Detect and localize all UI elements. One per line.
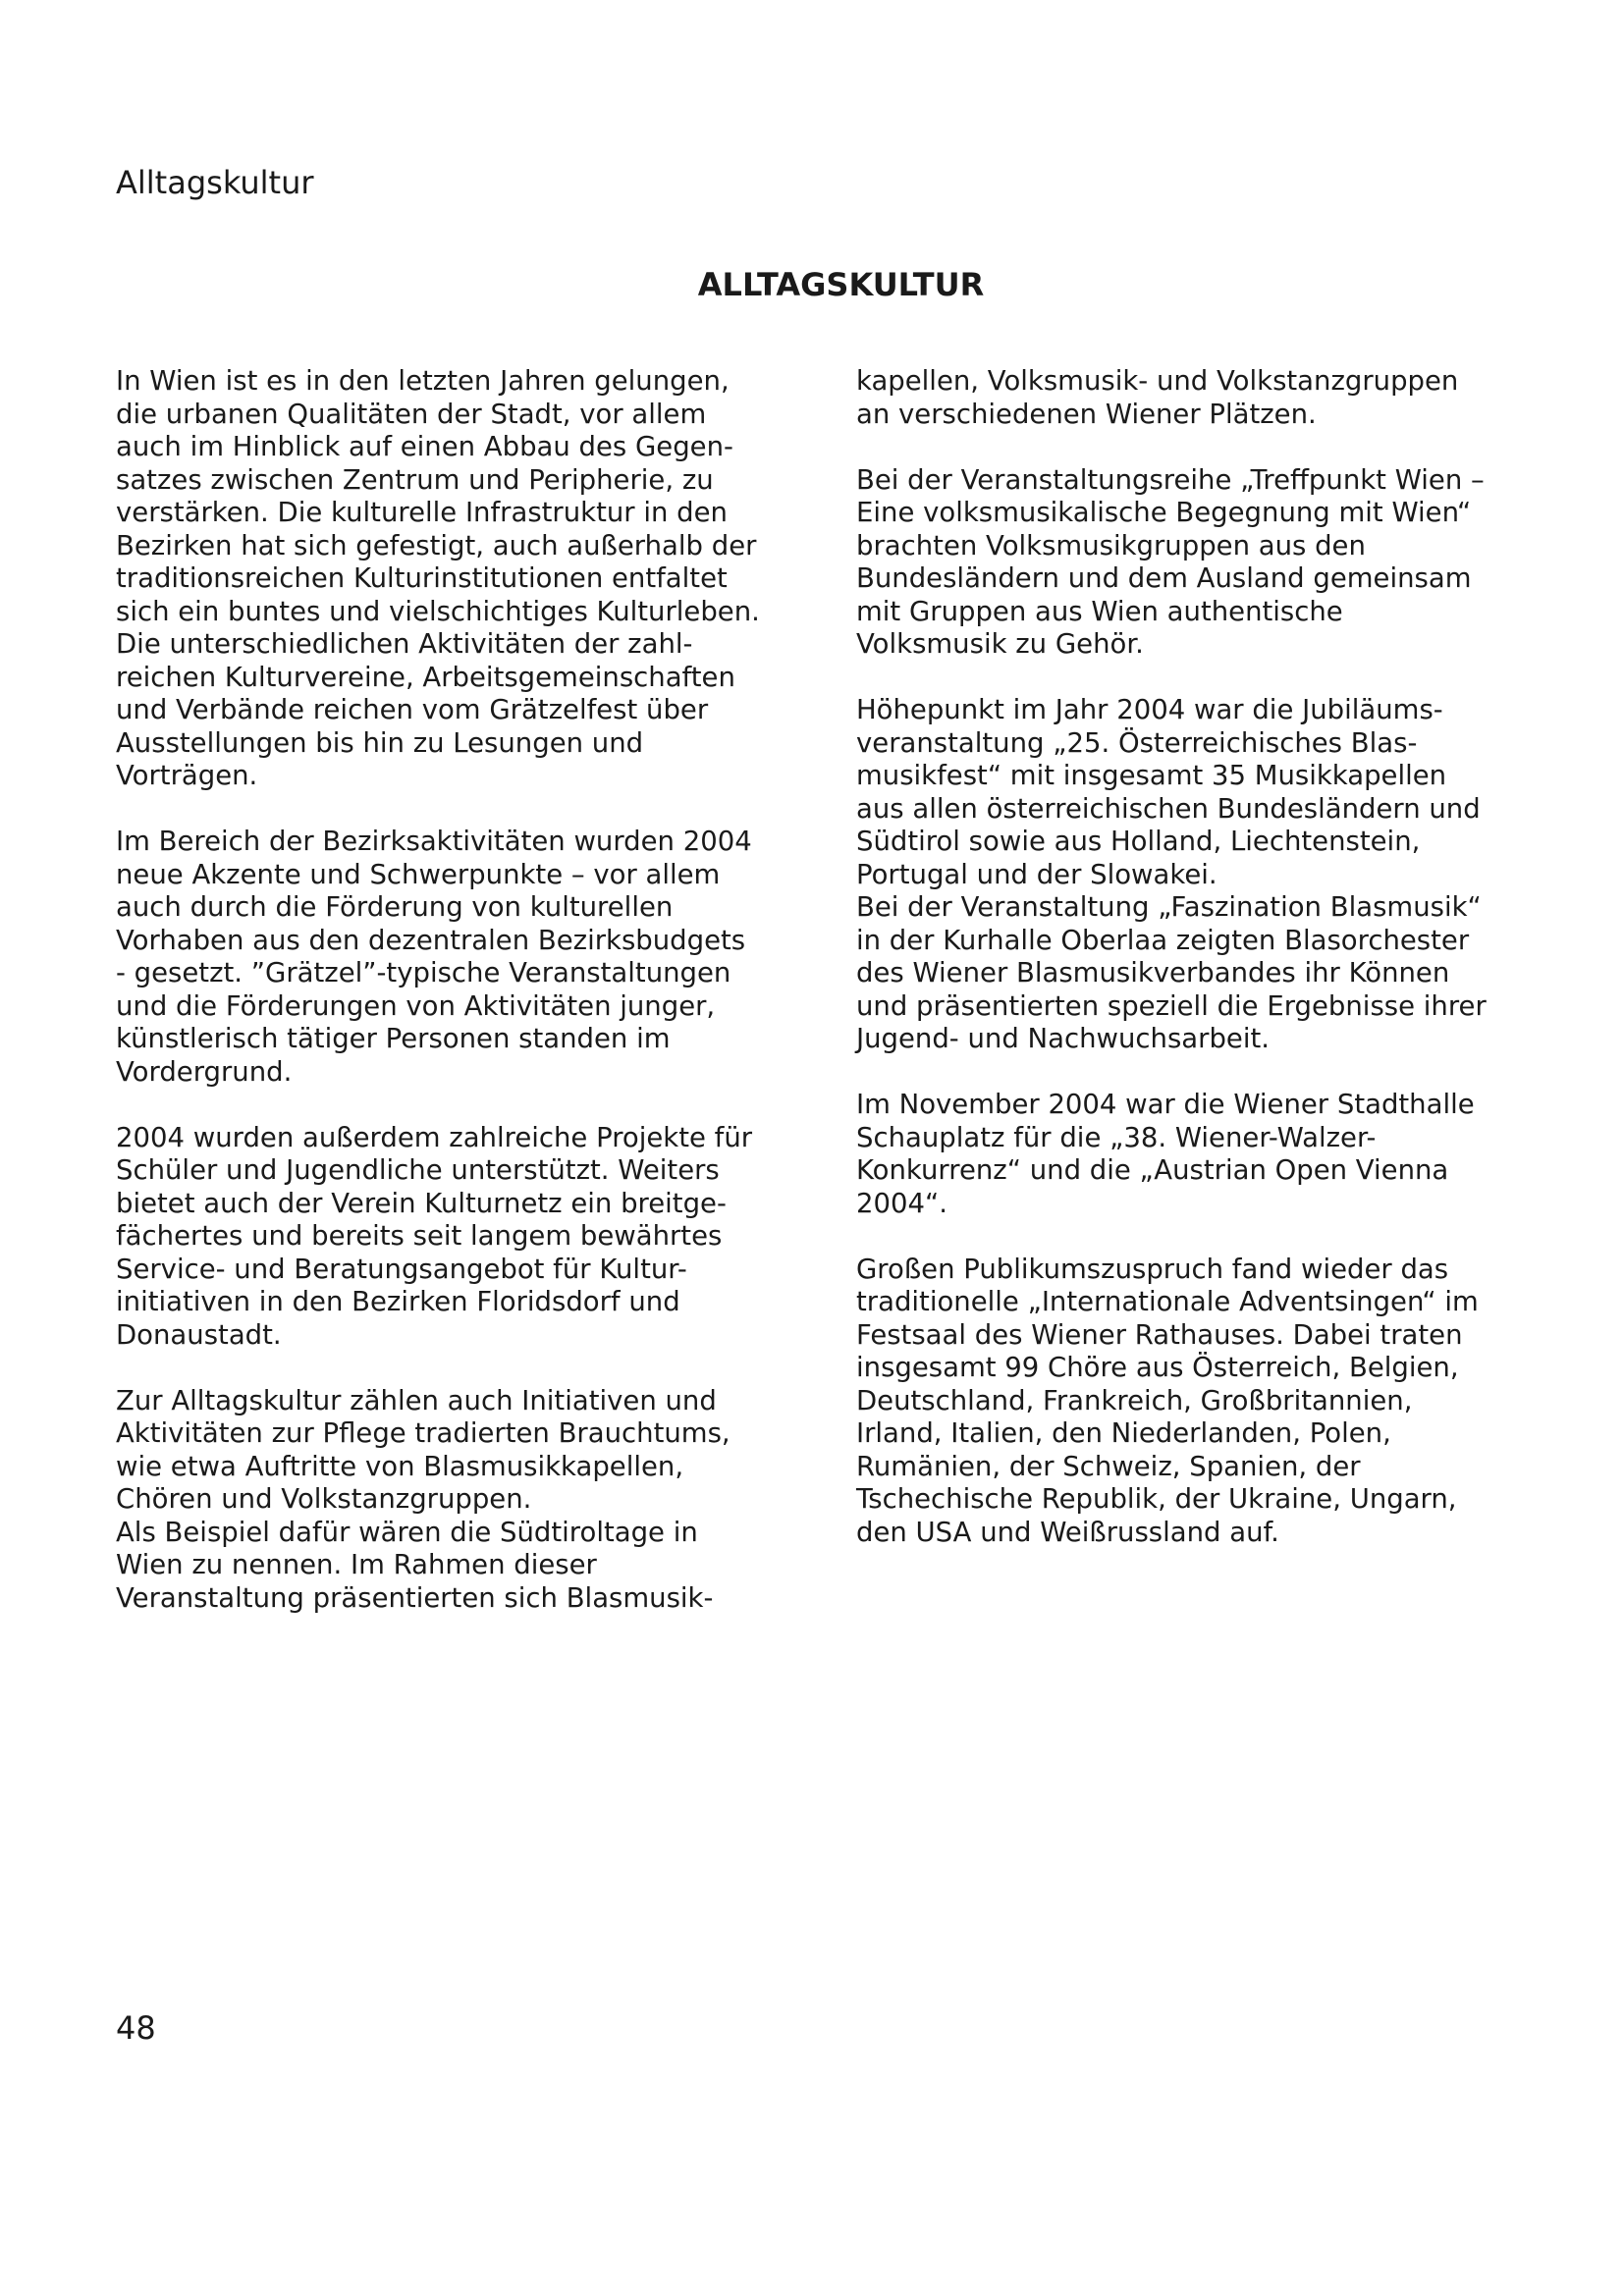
text-line: traditionelle „Internationale Adventsingen“ im xyxy=(856,1286,1479,1317)
paragraph xyxy=(116,365,803,793)
text-line: Wien zu nennen. Im Rahmen dieser xyxy=(116,1549,597,1580)
text-line: Im Bereich der Bezirksaktivitäten wurden 2004 xyxy=(116,826,752,857)
text-line: und die Förderungen von Aktivitäten junger, xyxy=(116,989,716,1022)
text-line: Ausstellungen bis hin zu Lesungen und xyxy=(116,726,644,759)
text-line: sich ein buntes und vielschichtiges Kulturleben. xyxy=(116,595,760,627)
text-line: traditionsreichen Kulturinstitutionen entfaltet xyxy=(116,562,728,594)
paragraph-gap xyxy=(856,662,1543,695)
text-line: Konkurrenz“ und die „Austrian Open Vienna xyxy=(856,1154,1449,1186)
text-line: - gesetzt. ”Grätzel”-typische Veranstaltungen xyxy=(116,957,731,988)
text-line: Vorträgen. xyxy=(116,760,258,791)
text-line: Irland, Italien, den Niederlanden, Polen, xyxy=(856,1417,1391,1449)
paragraph xyxy=(856,694,1543,1056)
text-line: fächertes und bereits seit langem bewährtes xyxy=(116,1220,723,1252)
text-line: künstlerisch tätiger Personen standen im xyxy=(116,1023,671,1054)
text-line: Deutschland, Frankreich, Großbritannien, xyxy=(856,1384,1413,1416)
text-line: neue Akzente und Schwerpunkte – vor allem xyxy=(116,858,721,890)
text-line: Im November 2004 war die Wiener Stadthalle xyxy=(856,1089,1475,1120)
text-line: Schüler und Jugendliche unterstützt. Weiters xyxy=(116,1154,720,1186)
text-line: Rumänien, der Schweiz, Spanien, der xyxy=(856,1450,1361,1482)
text-line: Schauplatz für die „38. Wiener-Walzer- xyxy=(856,1121,1377,1153)
text-line: Bezirken hat sich gefestigt, auch außerhalb der xyxy=(116,529,757,561)
paragraph-gap xyxy=(116,793,803,827)
text-line: Großen Publikumszuspruch fand wieder das xyxy=(856,1253,1449,1285)
text-line: und Verbände reichen vom Grätzelfest über xyxy=(116,694,709,725)
paragraph-gap xyxy=(856,1220,1543,1254)
text-line: Service- und Beratungsangebot für Kultur- xyxy=(116,1253,687,1285)
text-line: wie etwa Auftritte von Blasmusikkapellen, xyxy=(116,1450,684,1482)
text-line: brachten Volksmusikgruppen aus den xyxy=(856,529,1366,561)
paragraph xyxy=(116,1385,803,1616)
text-line: Bundesländern und dem Ausland gemeinsam xyxy=(856,562,1472,594)
text-line: auch durch die Förderung von kulturellen xyxy=(116,891,674,923)
paragraph-gap xyxy=(116,1089,803,1122)
text-line: insgesamt 99 Chöre aus Österreich, Belgien, xyxy=(856,1352,1459,1383)
text-line: Südtirol sowie aus Holland, Liechtenstein, xyxy=(856,826,1421,857)
text-line: in der Kurhalle Oberlaa zeigten Blasorchester xyxy=(856,924,1470,956)
text-line: Tschechische Republik, der Ukraine, Ungarn, xyxy=(856,1483,1457,1515)
text-line: Bei der Veranstaltung „Faszination Blasmusik“ xyxy=(856,891,1482,923)
text-line: In Wien ist es in den letzten Jahren gelungen, xyxy=(116,365,730,397)
paragraph-gap xyxy=(856,431,1543,464)
text-line: 2004 wurden außerdem zahlreiche Projekte für xyxy=(116,1121,753,1153)
text-line: die urbanen Qualitäten der Stadt, vor allem xyxy=(116,398,707,430)
text-line: verstärken. Die kulturelle Infrastruktur in den xyxy=(116,497,728,528)
text-line: Portugal und der Slowakei. xyxy=(856,858,1217,890)
text-line: aus allen österreichischen Bundesländern und xyxy=(856,792,1481,825)
text-line: bietet auch der Verein Kulturnetz ein breitge- xyxy=(116,1187,727,1219)
text-line: Festsaal des Wiener Rathauses. Dabei traten xyxy=(856,1318,1463,1351)
text-line: Die unterschiedlichen Aktivitäten der zahl- xyxy=(116,628,693,660)
text-line: Eine volksmusikalische Begegnung mit Wien“ xyxy=(856,497,1472,528)
paragraph-gap xyxy=(116,1352,803,1385)
text-line: initiativen in den Bezirken Floridsdorf und xyxy=(116,1286,680,1317)
text-line: Donaustadt. xyxy=(116,1318,282,1351)
paragraph xyxy=(856,464,1543,662)
paragraph xyxy=(116,1122,803,1353)
paragraph xyxy=(116,826,803,1089)
text-line: reichen Kulturvereine, Arbeitsgemeinschaften xyxy=(116,661,735,693)
text-line: Bei der Veranstaltungsreihe „Treffpunkt Wien – xyxy=(856,463,1485,496)
text-line: den USA und Weißrussland auf. xyxy=(856,1516,1279,1548)
running-head: Alltagskultur xyxy=(116,164,314,201)
text-line: Jugend- und Nachwuchsarbeit. xyxy=(856,1023,1270,1054)
paragraph xyxy=(856,365,1543,431)
text-line: kapellen, Volksmusik- und Volkstanzgruppen xyxy=(856,365,1459,397)
text-line: Aktivitäten zur Pflege tradierten Brauchtums, xyxy=(116,1417,730,1449)
paragraph xyxy=(856,1089,1543,1220)
page-title: ALLTAGSKULTUR xyxy=(697,266,985,303)
text-line: Vordergrund. xyxy=(116,1055,293,1088)
text-line: des Wiener Blasmusikverbandes ihr Können xyxy=(856,957,1450,988)
paragraph-gap xyxy=(856,1056,1543,1090)
text-line: Volksmusik zu Gehör. xyxy=(856,628,1144,660)
text-line: Chören und Volkstanzgruppen. xyxy=(116,1483,532,1515)
right-column xyxy=(856,365,1543,1549)
page-number: 48 xyxy=(116,2009,156,2047)
text-line: musikfest“ mit insgesamt 35 Musikkapellen xyxy=(856,760,1447,791)
left-column xyxy=(116,365,803,1615)
text-line: satzes zwischen Zentrum und Peripherie, zu xyxy=(116,463,714,496)
text-line: Vorhaben aus den dezentralen Bezirksbudgets xyxy=(116,924,746,956)
text-line: und präsentierten speziell die Ergebnisse ihrer xyxy=(856,989,1487,1022)
text-line: 2004“. xyxy=(856,1187,947,1219)
text-line: Veranstaltung präsentierten sich Blasmusik- xyxy=(116,1581,714,1614)
text-line: auch im Hinblick auf einen Abbau des Gegen- xyxy=(116,431,733,462)
text-line: Höhepunkt im Jahr 2004 war die Jubiläums- xyxy=(856,694,1443,725)
text-line: mit Gruppen aus Wien authentische xyxy=(856,595,1343,627)
text-line: an verschiedenen Wiener Plätzen. xyxy=(856,398,1317,430)
text-line: Zur Alltagskultur zählen auch Initiativen und xyxy=(116,1384,717,1416)
text-line: Als Beispiel dafür wären die Südtiroltage in xyxy=(116,1516,698,1548)
paragraph xyxy=(856,1254,1543,1550)
text-line: veranstaltung „25. Österreichisches Blas- xyxy=(856,726,1418,759)
